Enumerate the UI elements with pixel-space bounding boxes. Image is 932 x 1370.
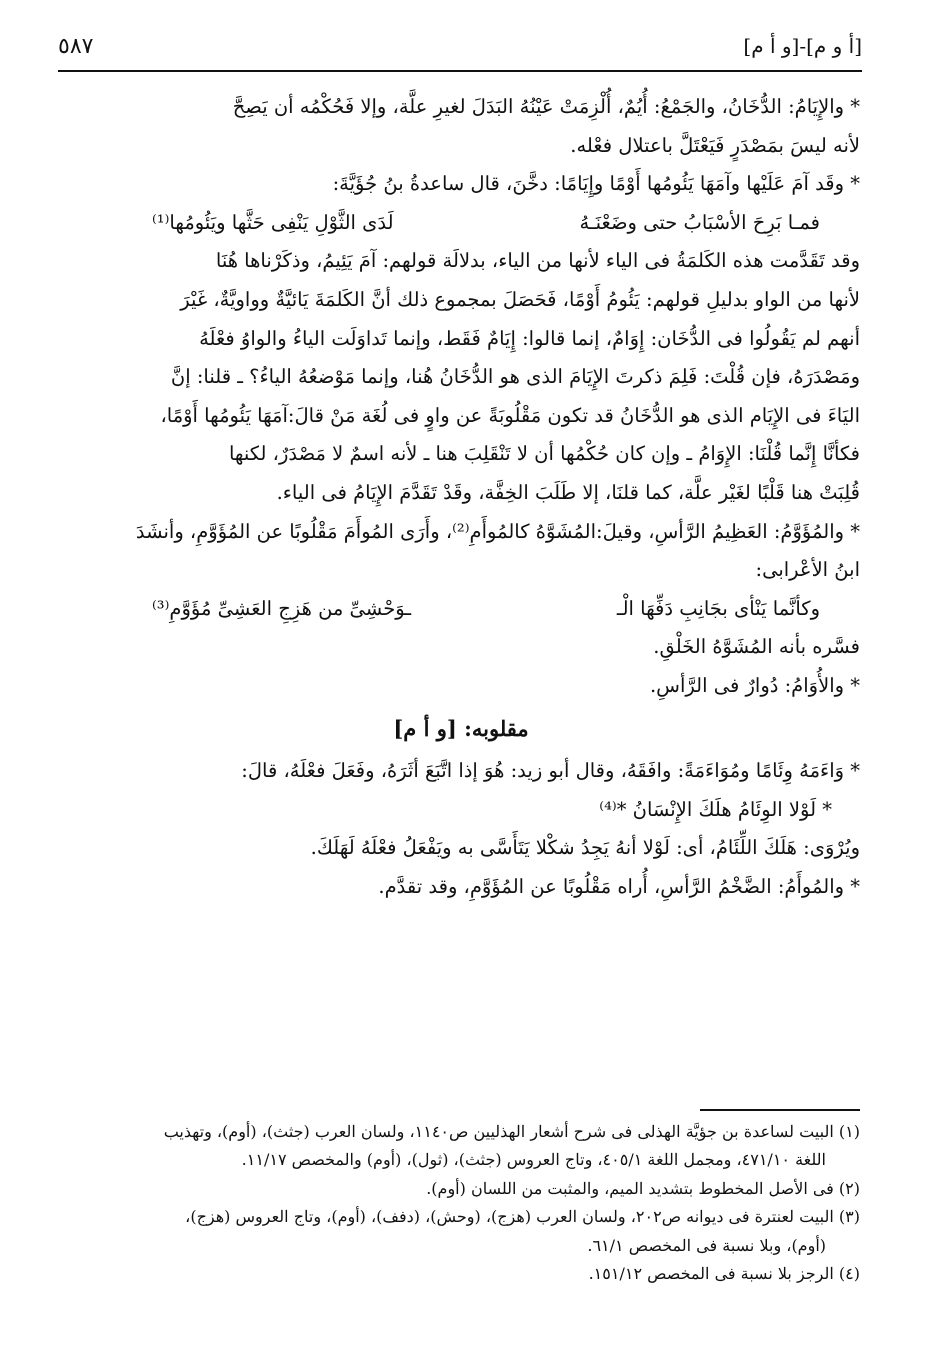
verse-hemistich-first: فمـا بَرِحَ الأسْبَابُ حتى وضَعْنَـهُ [579,210,820,234]
verse-hemistich-first: وكأنَّما يَنْأى بجَانِبِ دَفِّهَا الْـ [616,596,820,620]
verse-hemistich-second: ـوَحْشِىِّ من هَزِجِ العَشِىِّ مُؤَوَّمِ⁽³⁾ [152,596,412,620]
footnote-rule [700,1109,860,1111]
page-header [58,30,862,70]
poetry-verse [62,590,860,629]
entry-line: أنهم لم يَقُولُوا فى الدُّخَان: إِوَامٌ، إنما قالوا: إِيَامٌ فَقَط، وإنما تَداوَلَت الياءُ والواوُ فعْلَهُ [199,326,860,350]
footnote-line: اللغة ٤٧١/١٠، ومجمل اللغة ٤٠٥/١، وتاج العروس (جثث)، (ثول)، (أوم) والمخصص ١١/١٧. [241,1150,826,1170]
entry-line: لأنه ليسَ بمَصْدَرٍ فَيَعْتَلَّ باعتلال فعْله. [570,133,860,157]
rajaz-verse: * لَوْلا الوِئَامُ هلَكَ الإِنْسَانُ *⁽⁴⁾ [599,797,832,821]
main-text [62,88,860,906]
entry-line: فكأنَّا إِنَّما قُلْنَا: الإِوَامُ ـ وإن كان حُكْمُها أن لا تَنْقَلِبَ هنا ـ لأنه اسمٌ لا مَصْدَرٌ، لكنها [228,442,860,466]
header-rule [58,70,862,72]
entry-line: قُلِبَتْ هنا قَلْبًا لغَيْر علَّة، كما قلنَا، إلا طَلَبَ الخِفَّة، وقَدْ تَقَدَّمَ الإِيَامُ فى الياء. [276,480,860,504]
verse-hemistich-second: لَدَى الثَّوْلِ يَنْفِى حَثَّها ويَئُومُها⁽¹⁾ [152,210,394,234]
footnote-line: (٤) الرجز بلا نسبة فى المخصص ١٥١/١٢. [588,1264,860,1284]
entry-line: * والأُوَامُ: دُوارٌ فى الرَّأسِ. [649,673,860,697]
entry-line: ويُرْوَى: هَلَكَ اللِّئَامُ، أى: لَوْلا أنهُ يَجِدُ شكْلا يَتَأَسَّى به ويَفْعَلُ فعْلَهُ لَهَلَكَ. [310,836,860,860]
entry-line: ابنُ الأعْرابى: [755,558,860,582]
poetry-verse [62,204,860,243]
entry-line: * والمُوأَمُ: الضَّخْمُ الرَّأسِ، أُراه مَقْلُوبًا عن المُؤَوَّمِ، وقد تقدَّم. [378,874,860,898]
footnote-line: (٣) البيت لعنترة فى ديوانه ص٢٠٢، ولسان العرب (هزج)، (وحش)، (دفف)، (أوم)، وتاج العروس (هزج)، [185,1207,860,1227]
entry-line: وقد تَقَدَّمت هذه الكَلمَةُ فى الياء لأنها من الياء، بدلالَة قولهم: آمَ يَئِيمُ، وذكَرْناها هُنَا [215,249,860,273]
section-heading: مقلوبه: [و أ م] [393,715,529,741]
entry-line: * وَاءَمَهُ وِئَامًا ومُوَاءَمَةً: وافَقَهُ، وقال أبو زيد: هُوَ إذا اتَّبَعَ أثَرَهُ، وفَعَلَ فعْلَهُ، قالَ: [241,759,860,783]
footnote-line: (١) البيت لساعدة بن جؤيَّة الهذلى فى شرح أشعار الهذليين ص١١٤٠، ولسان العرب (جثث)، (أوم)، وتهذيب [163,1122,860,1141]
entry-line: * والإِيَامُ: الدُّخَانُ، والجَمْعُ: أُيُمٌ، أُلْزِمَتْ عَيْنُهُ البَدَلَ لغيرِ علَّة، وإلا فَحُكْمُه أن يَصِحَّ [232,95,860,118]
page-number: ٥٨٧ [58,34,94,59]
entry-line: اليَاءَ فى الإِيَام الذى هو الدُّخَانُ قد تكون مَقْلُوبَةً عن واوٍ فى لُغَة مَنْ قالَ:آمَهَا يَئُومُها أَوْمًا، [160,403,860,427]
entry-line: لأنها من الواو بدليلِ قولهم: يَئُومُ أَوْمًا، فَحَصَلَ بمجموع ذلك أنَّ الكَلمَةَ يَائيَّةٌ وواويَّةٌ، غَيْرَ [180,287,860,311]
footnote-line: (٢) فى الأصل المخطوط بتشديد الميم، والمثبت من اللسان (أوم). [426,1178,860,1198]
entry-line: فسَّره بأنه المُشَوَّهُ الخَلْقِ. [653,635,860,659]
entry-line: ومَصْدَرَهُ، فإن قُلْتَ: فَلِمَ ذكرتَ الإِيَامَ الذى هو الدُّخَانُ هُنا، وإنما مَوْضعُهُ الياءُ؟ ـ قلنا: إنَّ [170,365,860,389]
section-title: [أ و م]-[و أ م] [743,34,862,58]
footnote-line: (أوم)، وبلا نسبة فى المخصص ٦١/١. [587,1235,826,1255]
entry-line: * وقَد آمَ عَلَيْها وآمَهَا يَئُومُها أَوْمًا وإِيَامًا: دخَّنَ، قال ساعدةُ بنُ جُؤَيَّةَ: [332,172,860,196]
footnotes [62,1118,860,1288]
entry-line: * والمُؤَوَّمُ: العَظِيمُ الرَّأسِ، وقيلَ:المُشَوَّهُ كالمُوأَمِ⁽²⁾، وأَرَى المُوأَمَ مَقْلُوبًا عن المُؤَوَّمِ، وأنشَدَ [135,519,860,543]
